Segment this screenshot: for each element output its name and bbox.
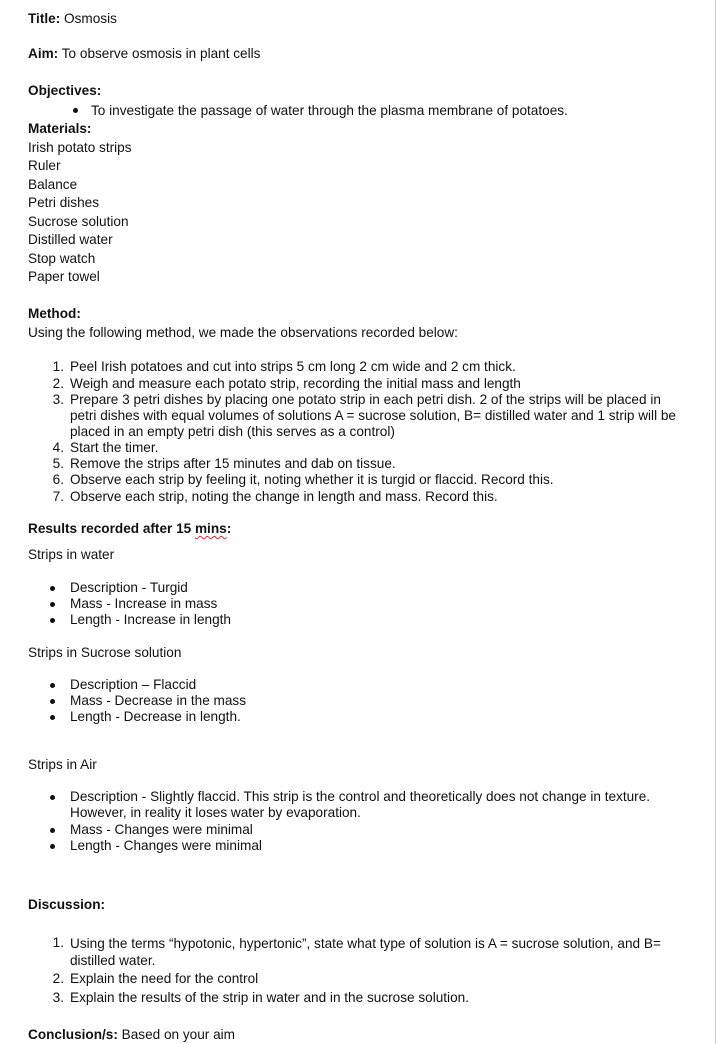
conclusion-line (28, 1027, 235, 1043)
step-number: 4. (52, 440, 64, 455)
step-text: Remove the strips after 15 minutes and dab on tissue. (70, 456, 396, 471)
step-number: 5. (52, 456, 64, 471)
objective-item: To investigate the passage of water through the plasma membrane of potatoes. (91, 103, 568, 118)
bullet-dot (50, 699, 55, 704)
step-text: Observe each strip, noting the change in length and mass. Record this. (70, 489, 498, 504)
result-item: Length - Changes were minimal (70, 838, 262, 853)
step-text: Start the timer. (70, 440, 159, 455)
aim-line (28, 46, 260, 62)
result-item: Description - Slightly flaccid. This strip is the control and theoretically does not change in texture. However, in reality it loses water by evaporation. (70, 789, 651, 821)
results-group-title: Strips in Sucrose solution (28, 645, 182, 660)
step-number: 1. (52, 359, 64, 374)
results-heading: Results recorded after 15 mins: (28, 521, 232, 536)
bullet-dot (50, 683, 55, 688)
conclusion-label: Conclusion/s: (28, 1027, 118, 1042)
title-line (28, 11, 117, 27)
step-text: Peel Irish potatoes and cut into strips 5 cm long 2 cm wide and 2 cm thick. (70, 359, 516, 374)
step-number: 2. (52, 376, 64, 391)
material-item: Sucrose solution (28, 214, 129, 229)
method-intro: Using the following method, we made the observations recorded below: (28, 325, 458, 340)
bullet-dot (50, 715, 55, 720)
result-item: Mass - Increase in mass (70, 596, 218, 611)
result-item: Length - Decrease in length. (70, 709, 241, 724)
material-item: Distilled water (28, 232, 113, 247)
step-text: Weigh and measure each potato strip, recording the initial mass and length (70, 376, 521, 391)
material-item: Ruler (28, 158, 61, 173)
bullet-dot (73, 108, 78, 113)
step-text: Observe each strip by feeling it, noting whether it is turgid or flaccid. Record this. (70, 472, 554, 487)
method-heading: Method: (28, 306, 81, 321)
bullet-dot (50, 618, 55, 623)
bullet-dot (50, 795, 55, 800)
result-item: Mass - Decrease in the mass (70, 693, 247, 708)
discussion-heading: Discussion: (28, 897, 106, 912)
step-number: 6. (52, 472, 64, 487)
conclusion-value: Based on your aim (121, 1027, 235, 1042)
bullet-dot (50, 844, 55, 849)
results-group-title: Strips in Air (28, 757, 97, 772)
result-item: Description - Turgid (70, 580, 188, 595)
title-label: Title: (28, 11, 61, 26)
item-text: Explain the need for the control (70, 971, 259, 986)
material-item: Petri dishes (28, 195, 100, 210)
material-item: Stop watch (28, 251, 96, 266)
bullet-dot (50, 586, 55, 591)
item-number: 3. (52, 990, 64, 1005)
result-item: Description – Flaccid (70, 677, 197, 692)
material-item: Irish potato strips (28, 140, 132, 155)
item-number: 2. (52, 971, 64, 986)
bullet-dot (50, 602, 55, 607)
item-text: Explain the results of the strip in water and in the sucrose solution. (70, 990, 469, 1005)
aim-label: Aim: (28, 46, 59, 61)
material-item: Paper towel (28, 269, 100, 284)
step-number: 7. (52, 489, 64, 504)
result-item: Length - Increase in length (70, 612, 231, 627)
title-value: Osmosis (64, 11, 117, 26)
aim-value: To observe osmosis in plant cells (61, 46, 261, 61)
bullet-dot (50, 828, 55, 833)
item-number: 1. (52, 935, 64, 950)
item-text: Using the terms “hypotonic, hypertonic”, state what type of solution is A = sucrose solution, and B= distilled water. (70, 936, 661, 968)
step-text: Prepare 3 petri dishes by placing one potato strip in each petri dish. 2 of the strips will be placed in petri dishes with equal volumes of solutions A = sucrose solution, B= distilled water and 1 strip will be placed in an empty petri dish (this serves as a control) (70, 392, 676, 440)
result-item: Mass - Changes were minimal (70, 822, 253, 837)
objectives-heading: Objectives: (28, 83, 102, 98)
step-number: 3. (52, 392, 64, 407)
spellcheck-word: mins (194, 521, 227, 536)
materials-heading: Materials: (28, 121, 92, 136)
material-item: Balance (28, 177, 78, 192)
results-group-title: Strips in water (28, 547, 115, 562)
